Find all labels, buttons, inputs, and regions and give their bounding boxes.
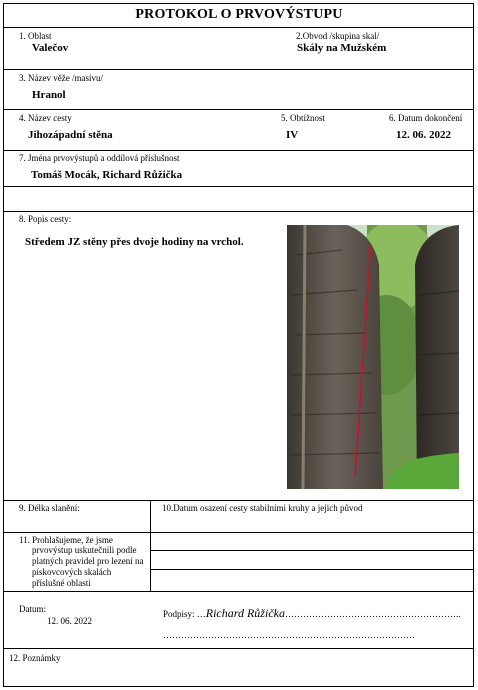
divider: [150, 550, 474, 551]
podpisy-label: Podpisy:: [163, 609, 195, 619]
podpisy-dots-line-2: …………………………………………………………………………: [163, 630, 415, 640]
divider: [150, 500, 151, 591]
osazeni-label: 10.Datum osazení cesty stabilními kruhy a jejich původ: [162, 503, 363, 513]
route-photo: [287, 225, 459, 489]
popis-value: Středem JZ stěny přes dvoje hodiny na vrchol.: [25, 236, 244, 248]
obvod-label: 2.Obvod /skupina skal/: [296, 31, 380, 41]
divider: [3, 186, 474, 187]
prohlaseni-line-5: příslušné oblasti: [32, 578, 91, 588]
podpisy-prefix: …: [196, 609, 206, 619]
divider: [3, 648, 474, 649]
vez-label: 3. Název věže /masivu/: [19, 73, 103, 83]
podpisy-row: [163, 606, 460, 621]
divider: [3, 591, 474, 592]
divider: [3, 69, 474, 70]
divider: [3, 532, 474, 533]
datum-dokonceni-label: 6. Datum dokončení: [389, 113, 463, 123]
datum-label: Datum:: [19, 604, 46, 614]
oblast-value: Valečov: [32, 42, 69, 54]
poznamky-label: 12. Poznámky: [9, 653, 61, 663]
prohlaseni-line-4: pískovcových skalách: [32, 567, 112, 577]
divider: [3, 109, 474, 110]
delka-label: 9. Délka slanění:: [19, 503, 80, 513]
oblast-label: 1. Oblast: [19, 31, 52, 41]
obvod-value: Skály na Mužském: [297, 42, 387, 54]
podpisy-dots: …………………………………………………..: [284, 609, 461, 619]
prohlaseni-line-2: prvovýstup uskutečnili podle: [32, 545, 137, 555]
divider: [3, 27, 474, 28]
datum-value: 12. 06. 2022: [47, 616, 92, 626]
divider: [3, 150, 474, 151]
prohlaseni-line-1: 11. Prohlašujeme, že jsme: [19, 535, 113, 545]
route-photo-svg: [287, 225, 459, 489]
divider: [150, 569, 474, 570]
datum-dokonceni-value: 12. 06. 2022: [396, 129, 451, 141]
popis-label: 8. Popis cesty:: [19, 214, 72, 224]
jmena-value: Tomáš Mocák, Richard Růžička: [31, 169, 183, 181]
signature-name: Richard Růžička: [205, 606, 285, 620]
form-title: PROTOKOL O PRVOVÝSTUPU: [135, 7, 343, 22]
obtiznost-label: 5. Obtížnost: [281, 113, 325, 123]
divider: [3, 211, 474, 212]
jmena-label: 7. Jména prvovýstupů a oddílová příslušnost: [19, 153, 180, 163]
divider: [3, 500, 474, 501]
cesta-label: 4. Název cesty: [19, 113, 72, 123]
vez-value: Hranol: [32, 89, 66, 101]
prohlaseni-line-3: platných pravidel pro lezení na: [32, 556, 144, 566]
obtiznost-value: IV: [286, 129, 299, 141]
cesta-value: Jihozápadní stěna: [28, 129, 113, 141]
